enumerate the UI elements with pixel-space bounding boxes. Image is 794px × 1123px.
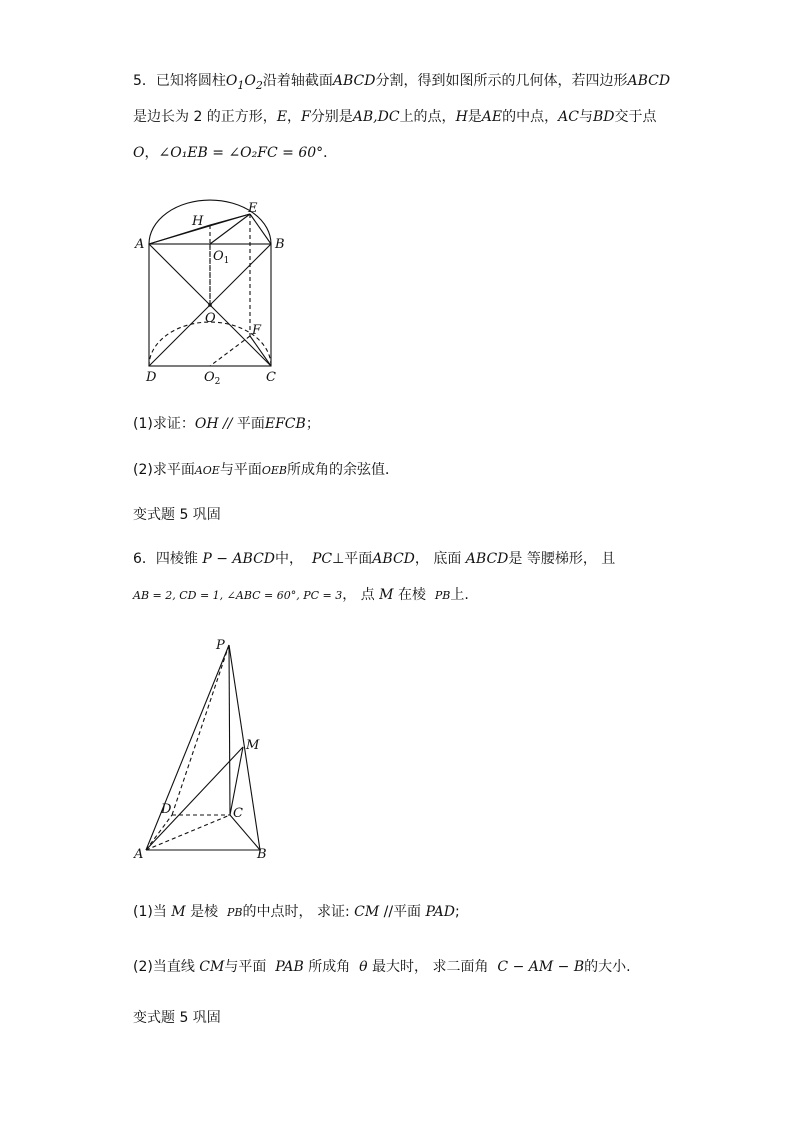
p6-question-2: (2)当直线 CM与平面 PAB 所成角 θ 最大时， 求二面角 C − AM − B的大小. (133, 959, 631, 975)
label-M: M (246, 738, 260, 753)
label-O1: $O_1$ (213, 249, 230, 266)
label-B: B (275, 237, 285, 252)
p5-question-2: (2)求平面AOE与平面OEB所成角的余弦值． (133, 462, 399, 478)
label-O: O (205, 311, 216, 326)
label-D: D (161, 802, 172, 817)
label-B: B (257, 847, 267, 862)
angle-condition: ∠O₁EB = ∠O₂FC = 60° (158, 145, 324, 161)
label-F: F (252, 323, 262, 338)
label-O2: $O_2$ (204, 370, 221, 387)
label-H: H (192, 214, 204, 229)
p6-line-1: 6．四棱锥 P − ABCD中， PC⊥平面ABCD， 底面 ABCD是 等腰梯形， 且 (133, 551, 616, 567)
p5-line-2: 是边长为 2 的正方形，E，F分别是AB,DC上的点，H是AE的中点，AC与BD交于点 (133, 109, 657, 125)
p5-number: 5． (133, 73, 156, 89)
p6-variant-heading: 变式题 5 巩固 (133, 1010, 221, 1026)
label-P: P (216, 638, 225, 653)
label-E: E (248, 201, 258, 216)
label-D: D (146, 370, 157, 385)
p5-line-1: 5．已知将圆柱$O_1O_2$沿着轴截面ABCD分割，得到如图所示的几何体，若四边形ABCD (133, 73, 671, 92)
p5-line-3: O，∠O₁EB = ∠O₂FC = 60°． (133, 145, 338, 161)
label-C: C (266, 370, 276, 385)
p5-question-1: (1)求证：OH // 平面EFCB； (133, 416, 320, 432)
label-A: A (135, 237, 145, 252)
label-C: C (233, 806, 243, 821)
label-A: A (134, 847, 144, 862)
cylinder-name: $O_1O_2$ (225, 73, 263, 92)
p5-variant-heading: 变式题 5 巩固 (133, 507, 221, 523)
p6-question-1: (1)当 M 是棱 PB的中点时， 求证: CM //平面 PAD; (133, 904, 460, 920)
p6-line-2: AB = 2, CD = 1, ∠ABC = 60°, PC = 3， 点 M 在棱 PB上. (133, 587, 469, 603)
